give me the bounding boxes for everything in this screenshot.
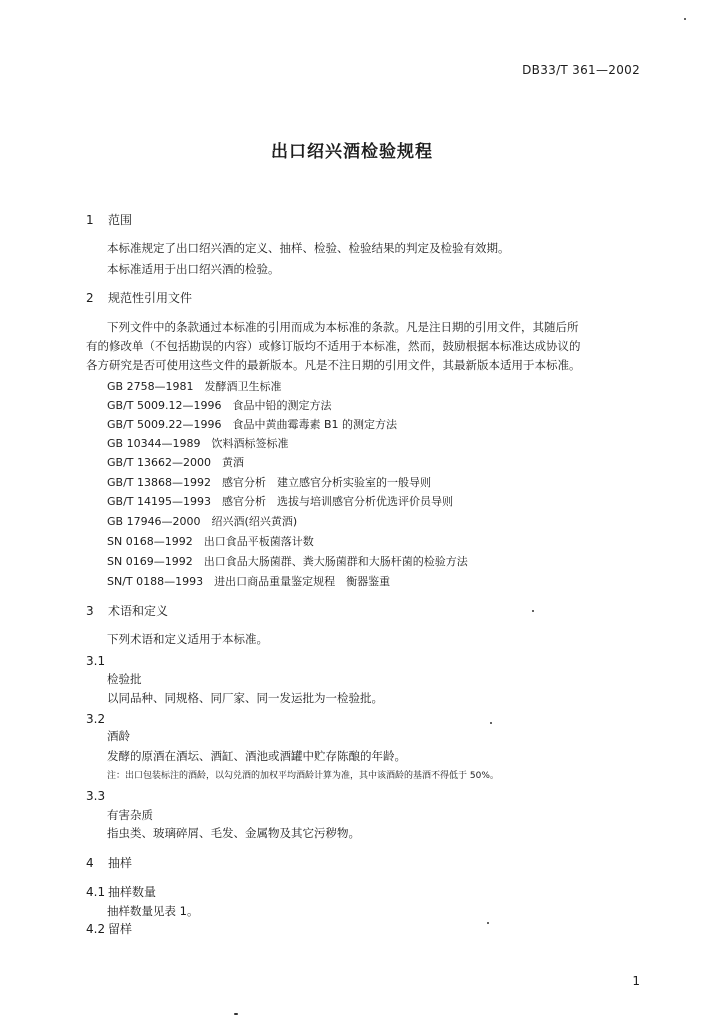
reference-item: GB/T 5009.22—1996 食品中黄曲霉毒素 B1 的测定方法	[107, 418, 398, 431]
section-2-intro-line: 有的修改单（不包括勘误的内容）或修订版均不适用于本标准，然而，鼓励根据本标准达成协议的	[86, 339, 581, 353]
reference-item: GB/T 13662—2000 黄酒	[107, 456, 244, 469]
section-1-heading: 1 范围	[86, 213, 133, 227]
reference-item: SN/T 0188—1993 进出口商品重量鉴定规程 衡器鉴重	[107, 575, 391, 588]
page-number: 1	[632, 974, 640, 988]
term-definition: 指虫类、玻璃碎屑、毛发、金属物及其它污秽物。	[107, 826, 360, 840]
section-4-heading: 4 抽样	[86, 856, 133, 870]
term-number: 3.1	[86, 654, 106, 668]
reference-item: GB 2758—1981 发酵酒卫生标准	[107, 380, 282, 393]
term-name: 酒龄	[107, 729, 130, 743]
term-note: 注：出口包装标注的酒龄，以勾兑酒的加权平均酒龄计算为准，其中该酒龄的基酒不得低于 50%。	[107, 771, 499, 781]
section-2-intro-line: 下列文件中的条款通过本标准的引用而成为本标准的条款。凡是注日期的引用文件，其随后所	[107, 320, 579, 334]
subsection-4-1-text: 抽样数量见表 1。	[107, 904, 199, 918]
subsection-4-1-heading: 4.1 抽样数量	[86, 885, 157, 899]
reference-item: GB/T 13868—1992 感官分析 建立感官分析实验室的一般导则	[107, 476, 431, 489]
section-2-heading: 2 规范性引用文件	[86, 291, 193, 305]
reference-item: GB/T 14195—1993 感官分析 选拔与培训感官分析优选评价员导则	[107, 495, 453, 508]
scan-speck	[532, 610, 534, 612]
scan-speck	[234, 1013, 238, 1015]
scan-speck	[490, 722, 492, 724]
section-3-heading: 3 术语和定义	[86, 604, 169, 618]
subsection-4-2-heading: 4.2 留样	[86, 922, 133, 936]
term-number: 3.3	[86, 789, 106, 803]
section-3-intro: 下列术语和定义适用于本标准。	[107, 632, 268, 646]
reference-item: GB 10344—1989 饮料酒标签标准	[107, 437, 289, 450]
scan-speck	[487, 922, 489, 924]
scan-speck	[684, 18, 686, 20]
section-1-paragraph: 本标准适用于出口绍兴酒的检验。	[107, 262, 280, 276]
section-2-intro-line: 各方研究是否可使用这些文件的最新版本。凡是不注日期的引用文件，其最新版本适用于本标准。	[86, 358, 581, 372]
term-definition: 以同品种、同规格、同厂家、同一发运批为一检验批。	[107, 691, 383, 705]
reference-item: GB 17946—2000 绍兴酒(绍兴黄酒)	[107, 515, 298, 528]
reference-item: SN 0168—1992 出口食品平板菌落计数	[107, 535, 314, 548]
term-name: 有害杂质	[107, 808, 153, 822]
term-definition: 发酵的原酒在酒坛、酒缸、酒池或酒罐中贮存陈酿的年龄。	[107, 749, 406, 763]
section-1-paragraph: 本标准规定了出口绍兴酒的定义、抽样、检验、检验结果的判定及检验有效期。	[107, 241, 510, 255]
reference-item: SN 0169—1992 出口食品大肠菌群、粪大肠菌群和大肠杆菌的检验方法	[107, 555, 468, 568]
reference-item: GB/T 5009.12—1996 食品中铅的测定方法	[107, 399, 332, 412]
page-title: 出口绍兴酒检验规程	[271, 142, 433, 162]
term-number: 3.2	[86, 712, 106, 726]
term-name: 检验批	[107, 672, 142, 686]
standard-code: DB33/T 361—2002	[522, 63, 640, 77]
